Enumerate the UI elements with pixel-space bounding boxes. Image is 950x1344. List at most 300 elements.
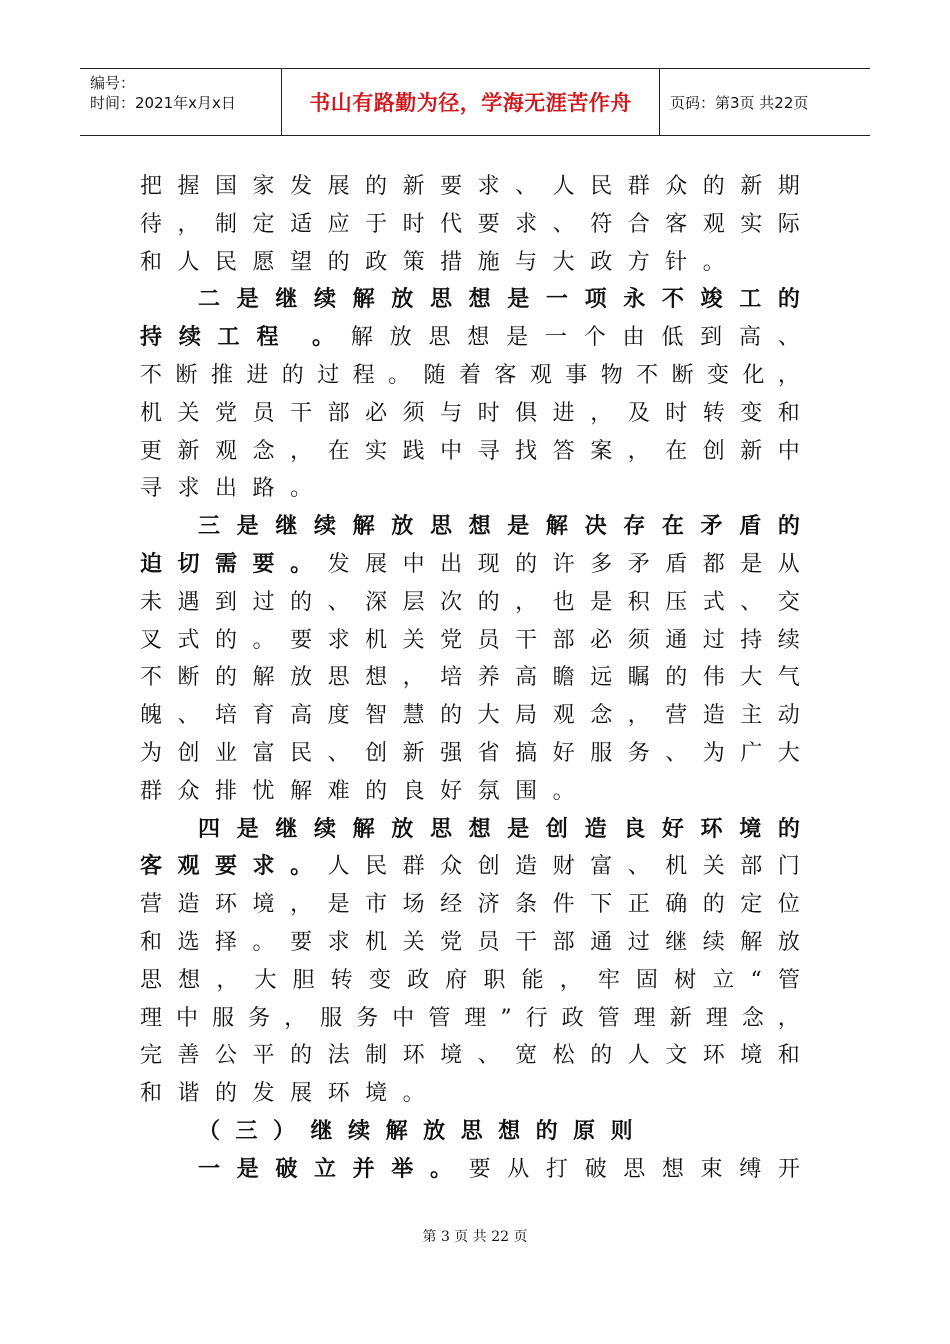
text-char: 举 — [391, 1155, 414, 1182]
text-line — [140, 697, 800, 735]
header-meta-cell — [80, 69, 282, 135]
text-char: 继 — [310, 1117, 333, 1144]
text-char: 符 — [590, 211, 613, 237]
text-char: 放 — [391, 513, 414, 540]
text-char: 思 — [460, 1117, 483, 1144]
text-char: 服 — [212, 1005, 235, 1031]
text-char: 松 — [552, 1043, 575, 1069]
document-number-label: 编号： — [90, 74, 136, 92]
text-char: 的 — [440, 703, 463, 729]
text-char: 变 — [707, 362, 730, 388]
text-char: 良 — [623, 815, 646, 842]
text-line — [140, 1151, 800, 1189]
text-char: 、 — [627, 854, 650, 880]
text-char: 及 — [627, 400, 650, 426]
text-char: 难 — [327, 778, 350, 804]
text-line — [140, 584, 800, 622]
text-char: 客 — [665, 211, 688, 237]
text-char: 实 — [740, 211, 763, 237]
text-char: 过 — [317, 362, 340, 388]
text-char: 中 — [176, 1005, 199, 1031]
text-char: 搞 — [515, 740, 538, 766]
text-char: 积 — [627, 589, 650, 615]
text-char: 式 — [702, 589, 725, 615]
text-char: 求 — [515, 211, 538, 237]
text-char: 念 — [252, 438, 275, 464]
text-char: 观 — [177, 853, 200, 880]
text-char: 的 — [290, 1043, 313, 1069]
text-char: 牢 — [597, 967, 620, 993]
text-char: 服 — [590, 740, 613, 766]
text-char: 良 — [402, 778, 425, 804]
text-char: 望 — [290, 249, 313, 275]
text-char: 的 — [215, 1081, 238, 1107]
text-char: 人 — [552, 174, 575, 199]
text-char: 期 — [777, 174, 800, 199]
text-char: 业 — [215, 740, 238, 766]
text-char: 不 — [636, 362, 659, 388]
text-char: 到 — [700, 325, 723, 351]
text-char: 创 — [177, 740, 200, 766]
text-char: 续 — [702, 929, 725, 955]
text-char: 中 — [440, 438, 463, 464]
text-char: 下 — [590, 892, 613, 918]
text-char: 愿 — [252, 249, 275, 275]
text-char: 想 — [468, 815, 491, 842]
text-char: 新 — [402, 740, 425, 766]
text-char: 制 — [365, 1043, 388, 1069]
text-char: 开 — [777, 1156, 800, 1182]
text-char: 文 — [665, 1043, 688, 1069]
text-char: 群 — [627, 174, 650, 199]
text-char: 程 — [256, 324, 279, 351]
text-char: 通 — [665, 627, 688, 653]
text-char: 思 — [140, 967, 163, 993]
text-char: 三 — [198, 513, 221, 540]
text-char: 理 — [140, 1005, 163, 1031]
text-char: 破 — [584, 1156, 607, 1182]
text-char: 续 — [777, 627, 800, 653]
text-char: 则 — [610, 1117, 633, 1144]
text-char: 能 — [521, 967, 544, 993]
text-char: 。 — [402, 1081, 425, 1107]
text-char: 环 — [215, 892, 238, 918]
text-char: 要 — [468, 1156, 491, 1182]
text-char: 伟 — [702, 665, 725, 691]
text-char: 主 — [740, 703, 763, 729]
text-char: ） — [273, 1117, 296, 1144]
text-char: 一 — [198, 1155, 221, 1182]
text-char: 部 — [552, 929, 575, 955]
text-char: 展 — [290, 1081, 313, 1107]
text-char: 理 — [633, 1005, 656, 1031]
text-char: 念 — [590, 703, 613, 729]
text-char: 时 — [665, 400, 688, 426]
text-char: 为 — [702, 740, 725, 766]
text-char: 培 — [215, 703, 238, 729]
text-char: 断 — [177, 665, 200, 691]
text-char: 关 — [702, 854, 725, 880]
text-char: 树 — [674, 967, 697, 993]
header-page-code: 页码：第3页 共22页 — [670, 93, 809, 112]
text-char: 俱 — [515, 400, 538, 426]
text-char: 是 — [327, 892, 350, 918]
text-line — [140, 357, 800, 395]
text-char: 是 — [236, 815, 259, 842]
text-char: ， — [284, 1005, 307, 1031]
text-char: 党 — [440, 929, 463, 955]
text-char: 着 — [458, 362, 481, 388]
text-char: 要 — [252, 550, 275, 577]
text-char: 立 — [313, 1155, 336, 1182]
text-char: 和 — [777, 1043, 800, 1069]
text-char: 。 — [702, 249, 725, 275]
text-char: 新 — [740, 174, 763, 199]
text-char: 。 — [388, 362, 411, 388]
text-char: 观 — [215, 438, 238, 464]
text-char: 寻 — [477, 438, 500, 464]
text-char: 解 — [290, 778, 313, 804]
text-char: 要 — [477, 211, 500, 237]
text-char: 继 — [275, 815, 298, 842]
text-char: 解 — [350, 325, 373, 351]
text-char: 和 — [140, 249, 163, 275]
text-char: 解 — [385, 1117, 408, 1144]
text-char: 针 — [665, 249, 688, 275]
text-line — [140, 773, 800, 811]
text-char: 四 — [198, 815, 221, 842]
text-char: 为 — [140, 740, 163, 766]
text-char: 解 — [352, 286, 375, 313]
text-char: ， — [627, 703, 650, 729]
text-char: 、 — [777, 325, 800, 351]
text-char: 新 — [402, 174, 425, 199]
text-char: 排 — [215, 778, 238, 804]
text-char: 人 — [627, 1043, 650, 1069]
text-char: 的 — [777, 815, 800, 842]
text-char: 的 — [515, 551, 538, 577]
text-char: 、 — [740, 589, 763, 615]
text-char: 广 — [740, 740, 763, 766]
text-char: 与 — [440, 400, 463, 426]
text-char: 继 — [275, 286, 298, 313]
text-char: 断 — [671, 362, 694, 388]
text-char: 人 — [177, 249, 200, 275]
text-char: 客 — [494, 362, 517, 388]
text-char: 员 — [477, 627, 500, 653]
text-char: 思 — [623, 1156, 646, 1182]
text-char: 固 — [636, 967, 659, 993]
text-char: 的 — [365, 778, 388, 804]
text-char: 思 — [327, 665, 350, 691]
page-footer — [0, 1226, 950, 1246]
text-char: 想 — [178, 967, 201, 993]
text-char: 选 — [177, 929, 200, 955]
text-char: 变 — [368, 967, 391, 993]
text-char: 实 — [365, 438, 388, 464]
text-char: 关 — [402, 929, 425, 955]
text-char: 完 — [140, 1043, 163, 1069]
text-char: 境 — [739, 815, 762, 842]
text-char: 。 — [290, 476, 313, 502]
text-char: 干 — [515, 627, 538, 653]
text-char: 府 — [445, 967, 468, 993]
text-char: 大 — [254, 967, 277, 993]
text-line — [140, 470, 800, 508]
text-char: 定 — [740, 892, 763, 918]
text-char: 立 — [712, 967, 735, 993]
header-motto: 书山有路勤为径，学海无涯苦作舟 — [309, 91, 632, 115]
text-char: 、 — [552, 211, 575, 237]
text-char: 层 — [402, 589, 425, 615]
text-char: 的 — [777, 286, 800, 313]
text-char: 过 — [702, 627, 725, 653]
text-char: 关 — [177, 400, 200, 426]
text-char: 局 — [515, 703, 538, 729]
text-char: 继 — [275, 513, 298, 540]
text-char: 原 — [573, 1117, 596, 1144]
text-char: 求 — [327, 627, 350, 653]
text-char: 环 — [702, 1043, 725, 1069]
text-char: 务 — [356, 1005, 379, 1031]
text-char: 干 — [515, 929, 538, 955]
text-char: 矛 — [700, 513, 723, 540]
text-char: 公 — [215, 1043, 238, 1069]
text-char: 群 — [402, 854, 425, 880]
text-char: 施 — [477, 249, 500, 275]
text-char: 低 — [661, 325, 684, 351]
text-char: 想 — [468, 286, 491, 313]
text-char: 是 — [236, 286, 259, 313]
text-char: ， — [777, 362, 800, 388]
text-char: 必 — [365, 400, 388, 426]
text-char: 措 — [440, 249, 463, 275]
text-char: 和 — [777, 400, 800, 426]
text-char: 想 — [468, 513, 491, 540]
text-char: 境 — [740, 1043, 763, 1069]
text-char: 二 — [198, 286, 221, 313]
text-char: 想 — [661, 1156, 684, 1182]
text-char: 是 — [507, 815, 530, 842]
text-char: 答 — [552, 438, 575, 464]
text-char: 政 — [407, 967, 430, 993]
text-char: ， — [402, 665, 425, 691]
text-char: 客 — [140, 853, 163, 880]
text-char: 适 — [290, 211, 313, 237]
text-char: 续 — [348, 1117, 371, 1144]
text-char: 。 — [429, 1155, 452, 1182]
text-char: 的 — [327, 249, 350, 275]
text-char: 继 — [665, 929, 688, 955]
text-char: 民 — [365, 854, 388, 880]
text-char: 在 — [661, 513, 684, 540]
text-char: ， — [590, 400, 613, 426]
text-char: 转 — [330, 967, 353, 993]
text-char: 待 — [140, 211, 163, 237]
text-char: 持 — [140, 324, 163, 351]
text-char: ， — [290, 892, 313, 918]
text-char: 须 — [402, 400, 425, 426]
text-char: 智 — [365, 703, 388, 729]
text-char: 时 — [477, 400, 500, 426]
text-char: 的 — [665, 665, 688, 691]
text-char: 想 — [467, 325, 490, 351]
text-char: 续 — [313, 815, 336, 842]
text-char: 工 — [739, 286, 762, 313]
text-char: 众 — [177, 778, 200, 804]
text-char: 过 — [252, 589, 275, 615]
text-char: ， — [627, 438, 650, 464]
text-char: 深 — [365, 589, 388, 615]
text-char: 推 — [210, 362, 233, 388]
text-char: 持 — [740, 627, 763, 653]
text-char: 打 — [545, 1156, 568, 1182]
text-char: 的 — [535, 1117, 558, 1144]
text-char: 气 — [777, 665, 800, 691]
text-char: 叉 — [140, 627, 163, 653]
header-page-cell — [660, 69, 870, 135]
text-char: 想 — [498, 1117, 521, 1144]
text-char: 需 — [215, 550, 238, 577]
text-char: 次 — [440, 589, 463, 615]
text-char: 忧 — [252, 778, 275, 804]
text-char: 必 — [590, 627, 613, 653]
text-char: 盾 — [665, 551, 688, 577]
text-char: 门 — [777, 854, 800, 880]
text-line — [140, 319, 800, 357]
text-char: 不 — [661, 286, 684, 313]
text-char: 善 — [177, 1043, 200, 1069]
text-char: 的 — [365, 174, 388, 199]
text-char: 随 — [423, 362, 446, 388]
text-char: 转 — [702, 400, 725, 426]
text-char: 矛 — [627, 551, 650, 577]
text-char: 是 — [507, 513, 530, 540]
text-char: 环 — [700, 815, 723, 842]
text-char: 断 — [175, 362, 198, 388]
text-char: 好 — [440, 778, 463, 804]
text-char: 由 — [622, 325, 645, 351]
text-line — [140, 206, 800, 244]
text-char: 政 — [561, 1005, 584, 1031]
text-char: 管 — [428, 1005, 451, 1031]
text-char: 个 — [583, 325, 606, 351]
text-char: 从 — [777, 551, 800, 577]
text-line — [140, 848, 800, 886]
text-line — [140, 1075, 800, 1113]
text-char: 管 — [597, 1005, 620, 1031]
text-char: 造 — [177, 892, 200, 918]
text-char: ， — [515, 589, 538, 615]
text-char: 中 — [777, 438, 800, 464]
text-char: 富 — [252, 740, 275, 766]
text-char: 政 — [590, 249, 613, 275]
text-char: 思 — [429, 815, 452, 842]
text-char: 念 — [741, 1005, 764, 1031]
text-char: 慧 — [402, 703, 425, 729]
text-char: 解 — [352, 513, 375, 540]
text-char: 条 — [515, 892, 538, 918]
text-line — [140, 924, 800, 962]
text-line — [140, 622, 800, 660]
text-char: 环 — [402, 1043, 425, 1069]
text-char: 正 — [627, 892, 650, 918]
text-char: 发 — [290, 174, 313, 199]
text-char: 要 — [215, 853, 238, 880]
text-char: 的 — [215, 627, 238, 653]
text-char: 济 — [477, 892, 500, 918]
text-char: 确 — [665, 892, 688, 918]
text-char: 应 — [327, 211, 350, 237]
text-char: 策 — [402, 249, 425, 275]
text-char: 遇 — [177, 589, 200, 615]
text-char: 员 — [252, 400, 275, 426]
text-char: 的 — [477, 589, 500, 615]
text-char: 营 — [665, 703, 688, 729]
text-char: 续 — [178, 324, 201, 351]
text-char: 民 — [590, 174, 613, 199]
text-line — [140, 168, 800, 206]
text-char: 管 — [777, 967, 800, 993]
text-char: 境 — [252, 892, 275, 918]
text-char: 三 — [235, 1117, 258, 1144]
text-line — [140, 281, 800, 319]
text-char: 。 — [252, 627, 275, 653]
text-char: 家 — [252, 174, 275, 199]
text-char: 一 — [544, 325, 567, 351]
text-char: 发 — [327, 551, 350, 577]
text-char: ， — [216, 967, 239, 993]
text-char: 。 — [312, 324, 335, 351]
text-char: 把 — [140, 174, 163, 199]
text-char: ， — [559, 967, 582, 993]
text-char: 观 — [702, 211, 725, 237]
text-line — [140, 508, 800, 546]
text-char: 部 — [327, 400, 350, 426]
document-header — [80, 68, 870, 136]
text-char: 瞻 — [552, 665, 575, 691]
document-date: 时间：2021年x月x日 — [90, 94, 236, 112]
text-char: 求 — [327, 929, 350, 955]
text-char: 化 — [742, 362, 765, 388]
text-char: ， — [177, 211, 200, 237]
text-char: 高 — [738, 325, 761, 351]
text-char: 求 — [252, 853, 275, 880]
text-char: 缚 — [739, 1156, 762, 1182]
text-char: 际 — [777, 211, 800, 237]
text-char: 通 — [590, 929, 613, 955]
text-char: 。 — [290, 550, 313, 577]
text-char: 部 — [740, 854, 763, 880]
text-char: 员 — [477, 929, 500, 955]
text-char: 式 — [177, 627, 200, 653]
text-char: 要 — [290, 627, 313, 653]
text-char: 的 — [290, 589, 313, 615]
text-char: 政 — [365, 249, 388, 275]
text-char: 束 — [700, 1156, 723, 1182]
text-char: 进 — [246, 362, 269, 388]
text-char: 迫 — [140, 550, 163, 577]
text-char: 和 — [140, 1081, 163, 1107]
text-char: 的 — [702, 892, 725, 918]
text-char: 方 — [627, 249, 650, 275]
text-char: 不 — [140, 665, 163, 691]
text-char: 在 — [327, 438, 350, 464]
text-char: 经 — [440, 892, 463, 918]
text-char: 程 — [352, 362, 375, 388]
text-line — [140, 1000, 800, 1038]
text-char: 变 — [740, 400, 763, 426]
